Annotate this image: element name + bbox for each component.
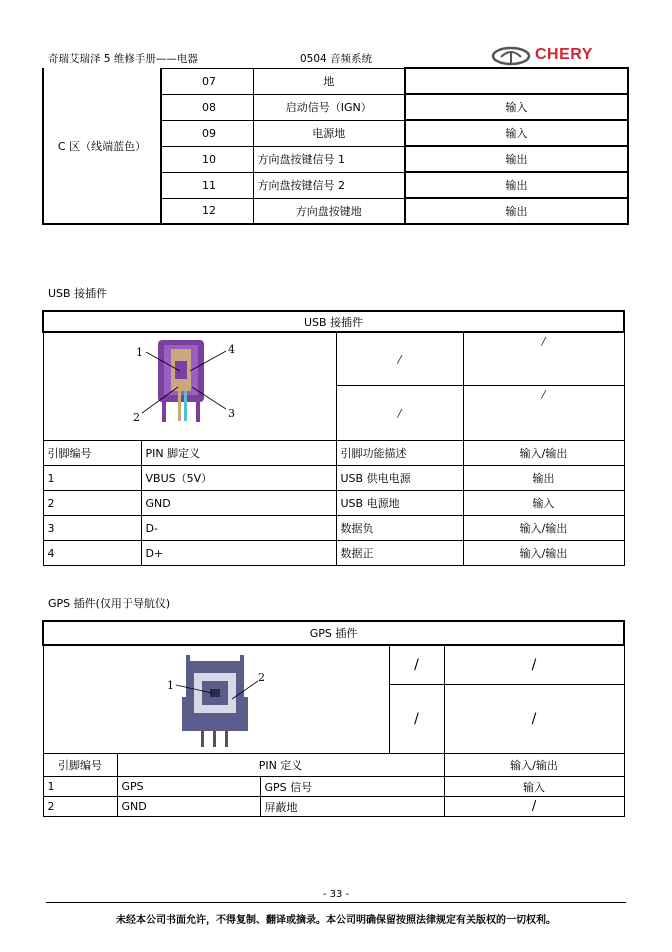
pin-cell: 2 — [43, 797, 117, 817]
usb-pin-label: 2 — [132, 410, 140, 424]
io-cell: 输入/输出 — [463, 516, 624, 541]
placeholder-slash: / — [541, 335, 546, 348]
desc-cell: GPS 信号 — [260, 777, 444, 797]
pin-cell: 3 — [43, 516, 141, 541]
pin-cell: 1 — [43, 777, 117, 797]
usb-pin-label: 3 — [227, 406, 235, 420]
placeholder-slash: / — [541, 388, 546, 401]
table-row — [43, 541, 624, 566]
table-row — [43, 466, 624, 491]
name-cell: 电源地 — [253, 120, 405, 146]
def-cell: GPS — [117, 777, 260, 797]
name-cell: 方向盘按键信号 1 — [253, 146, 405, 172]
usb-connector-diagram — [44, 335, 336, 439]
desc-cell: 屏蔽地 — [260, 797, 444, 817]
desc-cell: 数据正 — [336, 541, 463, 566]
io-cell — [405, 68, 628, 94]
gps-connector-table — [42, 620, 625, 817]
io-cell: 输入 — [463, 491, 624, 516]
gps-pin-label: 2 — [257, 670, 265, 684]
io-cell: 输入 — [405, 120, 628, 146]
placeholder-cell: / — [444, 685, 624, 754]
c-region-label: C 区（线端蓝色） — [43, 68, 161, 224]
io-cell: / — [444, 797, 624, 817]
placeholder-slash: / — [397, 406, 402, 420]
column-header: 输入/输出 — [463, 441, 624, 466]
placeholder-cell — [336, 332, 463, 386]
gps-section-heading: GPS 插件(仅用于导航仪) — [48, 597, 171, 610]
gps-connector-diagram — [44, 647, 389, 753]
pin-cell: 10 — [161, 146, 253, 172]
footer-divider — [46, 902, 626, 903]
table-row — [43, 491, 624, 516]
gps-connector-icon — [182, 655, 248, 747]
gps-pin-label: 1 — [166, 678, 174, 692]
pin-cell: 08 — [161, 94, 253, 120]
c-region-table — [42, 67, 629, 225]
io-cell: 输出 — [405, 172, 628, 198]
page-number: - 33 - — [322, 889, 350, 900]
pin-cell: 1 — [43, 466, 141, 491]
pin-cell: 07 — [161, 68, 253, 94]
table-row — [43, 645, 624, 685]
name-cell: 启动信号（IGN） — [253, 94, 405, 120]
name-cell: 方向盘按键地 — [253, 198, 405, 224]
io-cell: 输出 — [405, 198, 628, 224]
name-cell: 地 — [253, 68, 405, 94]
header-section-title: 0504 音频系统 — [300, 53, 373, 65]
table-row — [43, 797, 624, 817]
io-cell: 输出 — [405, 146, 628, 172]
pin-cell: 4 — [43, 541, 141, 566]
desc-cell: USB 供电电源 — [336, 466, 463, 491]
pin-cell: 2 — [43, 491, 141, 516]
io-cell: 输入 — [405, 94, 628, 120]
header-manual-title: 奇瑞艾瑞泽 5 维修手册——电器 — [48, 53, 198, 65]
table-row — [43, 68, 628, 94]
placeholder-cell — [463, 332, 624, 386]
usb-connector-table — [42, 310, 625, 566]
io-cell: 输出 — [463, 466, 624, 491]
table-row — [43, 621, 624, 645]
column-header: 引脚编号 — [43, 754, 117, 777]
column-header: 引脚功能描述 — [336, 441, 463, 466]
placeholder-cell: / — [389, 645, 444, 685]
usb-section-heading: USB 接插件 — [48, 287, 108, 300]
pin-cell: 11 — [161, 172, 253, 198]
desc-cell: USB 电源地 — [336, 491, 463, 516]
logo-text: CHERY — [535, 46, 593, 63]
placeholder-cell — [336, 386, 463, 441]
io-cell: 输入/输出 — [463, 541, 624, 566]
copyright-notice: 未经本公司书面允许，不得复制、翻译或摘录。本公司明确保留按照法律规定有关版权的一切权利。 — [116, 915, 556, 926]
chery-logo — [491, 46, 621, 66]
placeholder-cell: / — [444, 645, 624, 685]
pin-cell: 09 — [161, 120, 253, 146]
usb-pin-label: 4 — [227, 342, 235, 356]
usb-connector-icon — [158, 340, 204, 422]
usb-pin-label: 1 — [135, 345, 143, 359]
io-cell: 输入 — [444, 777, 624, 797]
def-cell: GND — [117, 797, 260, 817]
column-header: 引脚编号 — [43, 441, 141, 466]
def-cell: D+ — [141, 541, 336, 566]
column-header: PIN 脚定义 — [141, 441, 336, 466]
table-row — [43, 311, 624, 332]
table-row — [43, 777, 624, 797]
column-header: PIN 定义 — [117, 754, 444, 777]
pin-cell: 12 — [161, 198, 253, 224]
chery-emblem-icon — [491, 46, 531, 66]
table-row — [43, 516, 624, 541]
placeholder-cell — [463, 386, 624, 441]
def-cell: D- — [141, 516, 336, 541]
placeholder-slash: / — [397, 352, 402, 366]
gps-table-title: GPS 插件 — [43, 621, 624, 645]
table-row — [43, 754, 624, 777]
placeholder-cell: / — [389, 685, 444, 754]
usb-diagram-cell — [43, 332, 336, 441]
def-cell: GND — [141, 491, 336, 516]
desc-cell: 数据负 — [336, 516, 463, 541]
column-header: 输入/输出 — [444, 754, 624, 777]
table-row — [43, 332, 624, 386]
table-row — [43, 441, 624, 466]
gps-diagram-cell — [43, 645, 389, 754]
usb-table-title: USB 接插件 — [43, 311, 624, 332]
name-cell: 方向盘按键信号 2 — [253, 172, 405, 198]
def-cell: VBUS（5V） — [141, 466, 336, 491]
